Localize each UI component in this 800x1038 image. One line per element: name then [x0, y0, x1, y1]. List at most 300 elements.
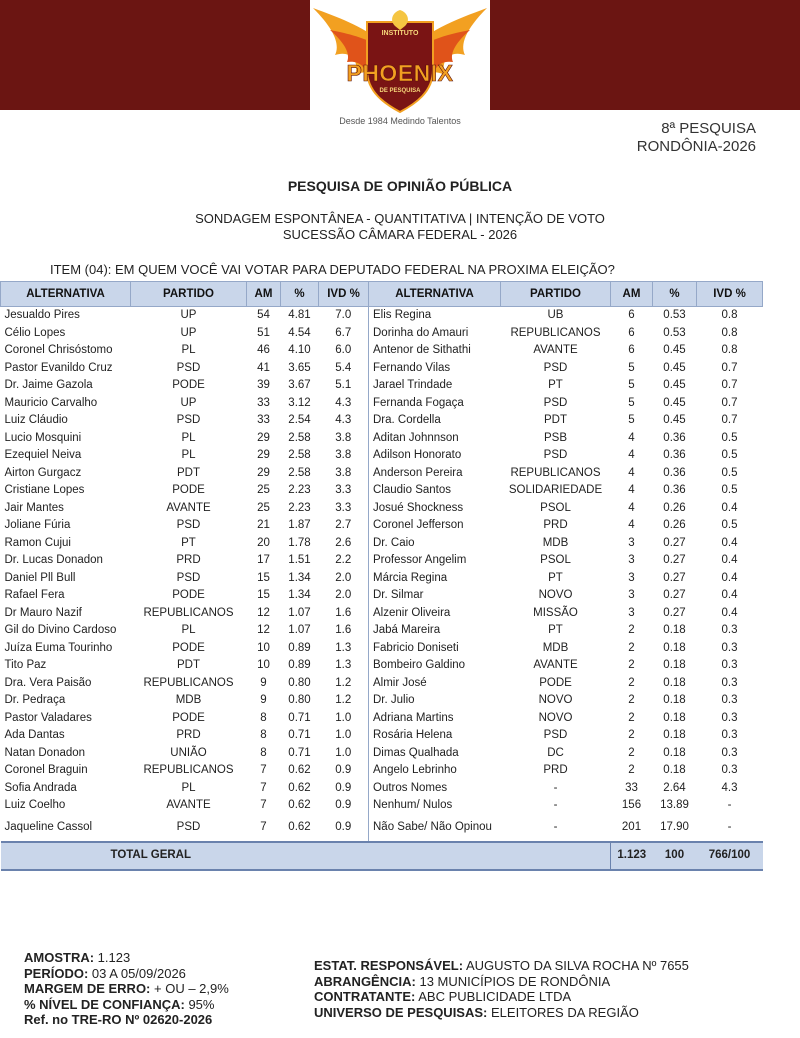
cell-alternativa: Ezequiel Neiva [4, 449, 82, 462]
cell-partido: AVANTE [166, 799, 211, 812]
cell-ivd: 0.9 [335, 781, 352, 794]
cell-ivd: 0.9 [335, 799, 352, 812]
cell-am: 8 [260, 711, 267, 724]
cell-ivd-2: 0.4 [721, 536, 738, 549]
table-row [1, 552, 763, 570]
cell-alternativa: Dr. Jaime Gazola [4, 379, 93, 392]
cell-ivd: 7.0 [335, 309, 352, 322]
cell-partido: PRD [176, 554, 201, 567]
cell-partido-2: - [553, 799, 558, 812]
cell-am: 39 [257, 379, 270, 392]
brand-bottom-text: DE PESQUISA [379, 88, 421, 94]
footer-margin: MARGEM DE ERRO: + OU – 2,9% [24, 981, 229, 996]
cell-am: 25 [257, 501, 270, 514]
total-am: 1.123 [611, 842, 653, 870]
table-row [1, 570, 763, 588]
table-row [1, 325, 763, 343]
cell-am-2: 2 [628, 694, 635, 707]
cell-pct-2: 17.90 [660, 821, 689, 833]
cell-am-2: 2 [628, 624, 635, 637]
cell-ivd-2: 0.7 [721, 361, 738, 374]
cell-pct-2: 0.45 [663, 396, 686, 409]
cell-ivd: 3.8 [335, 449, 352, 462]
table-row [1, 622, 763, 640]
cell-partido: PT [181, 536, 196, 549]
cell-alternativa-2: Angelo Lebrinho [369, 762, 501, 780]
page-subtitle [0, 211, 800, 243]
table-row [1, 657, 763, 675]
cell-partido: PODE [172, 484, 205, 497]
cell-ivd: 1.0 [335, 729, 352, 742]
table-row [1, 500, 763, 518]
cell-pct-2: 2.64 [663, 781, 686, 794]
cell-pct: 0.80 [288, 694, 311, 707]
cell-partido: PODE [172, 711, 205, 724]
cell-am-2: 4 [628, 519, 635, 532]
cell-alternativa-2: Não Sabe/ Não Opinou [369, 815, 501, 842]
cell-ivd-2: 0.8 [721, 309, 738, 322]
cell-am: 7 [260, 781, 267, 794]
cell-am-2: 3 [628, 571, 635, 584]
cell-alternativa-2: Fernando Vilas [369, 360, 501, 378]
cell-pct: 2.23 [288, 484, 311, 497]
cell-partido-2: MDB [542, 641, 569, 654]
cell-alternativa: Jesualdo Pires [4, 309, 80, 322]
cell-pct: 0.62 [288, 821, 311, 833]
cell-partido-2: NOVO [538, 589, 573, 602]
total-ivd: 766/100 [697, 842, 763, 870]
cell-pct: 1.51 [288, 554, 311, 567]
cell-am: 17 [257, 554, 270, 567]
cell-am: 7 [260, 764, 267, 777]
cell-alternativa-2: Fabricio Doniseti [369, 640, 501, 658]
cell-am-2: 33 [625, 781, 638, 794]
cell-am-2: 2 [628, 711, 635, 724]
cell-alternativa-2: Coronel Jefferson [369, 517, 501, 535]
cell-ivd: 1.6 [335, 606, 352, 619]
cell-ivd-2: 0.3 [721, 676, 738, 689]
cell-am: 51 [257, 326, 270, 339]
cell-partido: PSD [176, 361, 201, 374]
cell-alternativa: Daniel Pll Bull [4, 571, 76, 584]
cell-pct: 4.10 [288, 344, 311, 357]
cell-pct-2: 0.53 [663, 309, 686, 322]
survey-region: RONDÔNIA-2026 [636, 138, 756, 155]
cell-alternativa: Ada Dantas [4, 729, 65, 742]
table-row [1, 640, 763, 658]
cell-ivd-2: 0.8 [721, 326, 738, 339]
cell-alternativa: Jaqueline Cassol [4, 821, 93, 833]
cell-am: 8 [260, 746, 267, 759]
footer-universe: UNIVERSO DE PESQUISAS: ELEITORES DA REGIÃO [314, 1004, 639, 1020]
col-header-ivd: IVD % [319, 282, 369, 307]
cell-pct-2: 0.45 [663, 414, 686, 427]
cell-pct-2: 0.45 [663, 379, 686, 392]
table-row [1, 307, 763, 325]
cell-am: 29 [257, 431, 270, 444]
footer-coverage: ABRANGÊNCIA: 13 MUNICÍPIOS DE RONDÔNIA [314, 973, 611, 989]
cell-ivd-2: 0.3 [721, 641, 738, 654]
table-row [1, 430, 763, 448]
cell-pct: 0.89 [288, 641, 311, 654]
cell-am-2: 4 [628, 484, 635, 497]
cell-ivd: 2.0 [335, 589, 352, 602]
cell-pct-2: 0.45 [663, 361, 686, 374]
cell-pct-2: 0.36 [663, 449, 686, 462]
cell-pct-2: 0.26 [663, 519, 686, 532]
cell-alternativa: Lucio Mosquini [4, 431, 82, 444]
cell-partido-2: PSB [543, 431, 567, 444]
cell-ivd: 0.9 [335, 764, 352, 777]
table-row [1, 342, 763, 360]
table-row [1, 482, 763, 500]
cell-am: 9 [260, 694, 267, 707]
table-row [1, 360, 763, 378]
cell-ivd: 5.1 [335, 379, 352, 392]
cell-ivd: 1.3 [335, 641, 352, 654]
cell-pct-2: 0.27 [663, 554, 686, 567]
cell-alternativa: Airton Gurgacz [4, 466, 82, 479]
cell-ivd-2: 0.3 [721, 764, 738, 777]
cell-pct-2: 0.18 [663, 641, 686, 654]
cell-am-2: 2 [628, 676, 635, 689]
cell-pct-2: 0.18 [663, 729, 686, 742]
cell-pct: 1.07 [288, 624, 311, 637]
cell-alternativa-2: Alzenir Oliveira [369, 605, 501, 623]
cell-am-2: 2 [628, 746, 635, 759]
cell-ivd: 4.3 [335, 414, 352, 427]
table-row [1, 377, 763, 395]
cell-am-2: 4 [628, 449, 635, 462]
cell-partido-2: AVANTE [533, 659, 578, 672]
cell-ivd: 4.3 [335, 396, 352, 409]
cell-am: 33 [257, 414, 270, 427]
cell-alternativa: Coronel Braguin [4, 764, 88, 777]
brand-name-text: PHOENIX [346, 60, 454, 86]
cell-am-2: 3 [628, 589, 635, 602]
table-header-row [1, 282, 763, 307]
cell-ivd-2: 0.8 [721, 344, 738, 357]
cell-am: 15 [257, 589, 270, 602]
table-row [1, 535, 763, 553]
cell-ivd: 2.7 [335, 519, 352, 532]
cell-alternativa: Gil do Divino Cardoso [4, 624, 117, 637]
table-row [1, 710, 763, 728]
cell-alternativa: Célio Lopes [4, 326, 66, 339]
table-row [1, 692, 763, 710]
col-header-alternativa-2: ALTERNATIVA [369, 282, 501, 307]
subtitle-line-2: SUCESSÃO CÂMARA FEDERAL - 2026 [282, 227, 518, 242]
cell-am: 8 [260, 729, 267, 742]
cell-am: 12 [257, 624, 270, 637]
cell-alternativa-2: Fernanda Fogaça [369, 395, 501, 413]
cell-am-2: 4 [628, 501, 635, 514]
table-row [1, 675, 763, 693]
cell-pct: 1.34 [288, 571, 311, 584]
cell-partido: REPUBLICANOS [143, 606, 234, 619]
table-row [1, 797, 763, 815]
cell-am-2: 156 [621, 799, 642, 812]
cell-partido: MDB [175, 694, 202, 707]
cell-partido-2: PSD [543, 361, 568, 374]
cell-partido-2: SOLIDARIEDADE [508, 484, 603, 497]
footer-period: PERÍODO: 03 A 05/09/2026 [24, 965, 186, 981]
cell-partido: PSD [176, 414, 201, 427]
cell-partido: PSD [176, 571, 201, 584]
survey-number-block [637, 120, 756, 156]
col-header-ivd-2: IVD % [697, 282, 763, 307]
cell-am: 12 [257, 606, 270, 619]
cell-pct: 2.23 [288, 501, 311, 514]
cell-am-2: 6 [628, 326, 635, 339]
cell-pct: 0.71 [288, 711, 311, 724]
cell-partido: UP [180, 309, 197, 322]
cell-pct-2: 0.26 [663, 501, 686, 514]
cell-am-2: 201 [621, 821, 642, 833]
cell-am: 15 [257, 571, 270, 584]
cell-partido-2: PT [548, 624, 563, 637]
cell-alternativa: Cristiane Lopes [4, 484, 85, 497]
cell-pct-2: 0.36 [663, 431, 686, 444]
cell-alternativa: Joliane Fúria [4, 519, 71, 532]
cell-ivd-2: 0.3 [721, 659, 738, 672]
cell-alternativa: Pastor Evanildo Cruz [4, 361, 113, 374]
cell-alternativa: Mauricio Carvalho [4, 396, 98, 409]
cell-alternativa: Luiz Coelho [4, 799, 66, 812]
cell-partido: PL [181, 624, 196, 637]
table-row [1, 780, 763, 798]
cell-ivd-2: 0.7 [721, 396, 738, 409]
cell-am-2: 3 [628, 554, 635, 567]
cell-pct-2: 0.18 [663, 624, 686, 637]
cell-partido: UNIÃO [170, 746, 207, 759]
cell-ivd: 6.0 [335, 344, 352, 357]
cell-alternativa-2: Rosária Helena [369, 727, 501, 745]
cell-alternativa-2: Aditan Johnnson [369, 430, 501, 448]
cell-am: 10 [257, 659, 270, 672]
cell-partido: PODE [172, 589, 205, 602]
cell-pct: 0.71 [288, 746, 311, 759]
cell-alternativa-2: Elis Regina [369, 307, 501, 325]
cell-partido-2: MISSÃO [533, 606, 578, 619]
col-header-am-2: AM [611, 282, 653, 307]
cell-partido-2: UB [547, 309, 564, 322]
results-table [0, 281, 763, 871]
cell-am: 46 [257, 344, 270, 357]
cell-alternativa-2: Josué Shockness [369, 500, 501, 518]
cell-partido: PL [181, 344, 196, 357]
cell-alternativa-2: Bombeiro Galdino [369, 657, 501, 675]
cell-pct: 0.62 [288, 799, 311, 812]
cell-partido-2: PT [548, 571, 563, 584]
cell-pct-2: 0.18 [663, 694, 686, 707]
table-row [1, 727, 763, 745]
cell-partido: REPUBLICANOS [143, 764, 234, 777]
cell-partido-2: PDT [544, 414, 567, 427]
cell-ivd-2: 0.5 [721, 466, 738, 479]
table-row [1, 447, 763, 465]
cell-pct: 3.65 [288, 361, 311, 374]
cell-alternativa: Pastor Valadares [4, 711, 92, 724]
cell-pct-2: 0.18 [663, 746, 686, 759]
cell-pct: 3.12 [288, 396, 311, 409]
phoenix-logo [305, 0, 495, 132]
cell-ivd: 1.0 [335, 746, 352, 759]
cell-am-2: 4 [628, 466, 635, 479]
table-row [1, 605, 763, 623]
cell-ivd-2: 0.4 [721, 589, 738, 602]
cell-pct-2: 0.27 [663, 606, 686, 619]
cell-alternativa: Coronel Chrisóstomo [4, 344, 113, 357]
cell-partido-2: DC [547, 746, 564, 759]
col-header-pct: % [281, 282, 319, 307]
cell-alternativa-2: Antenor de Sithathi [369, 342, 501, 360]
cell-pct-2: 0.18 [663, 676, 686, 689]
total-spacer [369, 842, 611, 870]
footer-methodology-right [314, 958, 689, 1020]
cell-partido: PSD [176, 519, 201, 532]
cell-alternativa-2: Adilson Honorato [369, 447, 501, 465]
cell-pct: 3.67 [288, 379, 311, 392]
cell-alternativa-2: Claudio Santos [369, 482, 501, 500]
total-row [1, 842, 763, 870]
cell-pct-2: 0.53 [663, 326, 686, 339]
cell-pct-2: 0.18 [663, 764, 686, 777]
table-row [1, 745, 763, 763]
cell-partido-2: PT [548, 379, 563, 392]
cell-ivd-2: 0.3 [721, 729, 738, 742]
cell-ivd-2: 0.4 [721, 606, 738, 619]
cell-pct: 0.62 [288, 764, 311, 777]
cell-am: 54 [257, 309, 270, 322]
cell-alternativa-2: Dorinha do Amauri [369, 325, 501, 343]
cell-am: 10 [257, 641, 270, 654]
cell-partido-2: - [553, 781, 558, 794]
cell-alternativa-2: Dr. Julio [369, 692, 501, 710]
cell-ivd-2: 0.3 [721, 711, 738, 724]
cell-partido-2: PSD [543, 729, 568, 742]
cell-ivd-2: - [727, 799, 732, 812]
cell-ivd: 1.0 [335, 711, 352, 724]
cell-partido: PL [181, 431, 196, 444]
cell-ivd-2: 0.7 [721, 414, 738, 427]
table-row [1, 517, 763, 535]
cell-ivd: 1.2 [335, 694, 352, 707]
cell-ivd: 3.3 [335, 484, 352, 497]
cell-alternativa: Natan Donadon [4, 746, 86, 759]
cell-alternativa-2: Outros Nomes [369, 780, 501, 798]
col-header-pct-2: % [653, 282, 697, 307]
cell-am-2: 4 [628, 431, 635, 444]
cell-alternativa-2: Almir José [369, 675, 501, 693]
cell-pct: 2.58 [288, 466, 311, 479]
cell-pct: 1.87 [288, 519, 311, 532]
cell-ivd-2: 0.3 [721, 624, 738, 637]
cell-partido: PRD [176, 729, 201, 742]
cell-partido: UP [180, 396, 197, 409]
cell-alternativa-2: Nenhum/ Nulos [369, 797, 501, 815]
cell-ivd: 3.8 [335, 431, 352, 444]
cell-alternativa-2: Jarael Trindade [369, 377, 501, 395]
cell-ivd-2: 0.5 [721, 449, 738, 462]
cell-partido: PDT [177, 466, 200, 479]
cell-am-2: 6 [628, 309, 635, 322]
table-row [1, 465, 763, 483]
cell-alternativa: Sofia Andrada [4, 781, 77, 794]
cell-ivd-2: - [727, 821, 732, 833]
footer-contractor: CONTRATANTE: ABC PUBLICIDADE LTDA [314, 989, 572, 1004]
cell-alternativa-2: Jabá Mareira [369, 622, 501, 640]
cell-am: 7 [260, 821, 267, 833]
cell-pct-2: 0.27 [663, 571, 686, 584]
cell-partido-2: PSD [543, 449, 568, 462]
cell-pct: 2.54 [288, 414, 311, 427]
cell-partido: UP [180, 326, 197, 339]
total-pct: 100 [653, 842, 697, 870]
cell-am: 7 [260, 799, 267, 812]
cell-ivd: 1.3 [335, 659, 352, 672]
cell-pct-2: 0.36 [663, 484, 686, 497]
page-title: PESQUISA DE OPINIÃO PÚBLICA [287, 178, 513, 194]
cell-ivd: 3.3 [335, 501, 352, 514]
cell-ivd: 2.6 [335, 536, 352, 549]
cell-am-2: 5 [628, 361, 635, 374]
cell-partido: REPUBLICANOS [143, 676, 234, 689]
cell-pct-2: 0.36 [663, 466, 686, 479]
cell-pct: 2.58 [288, 431, 311, 444]
cell-alternativa-2: Adriana Martins [369, 710, 501, 728]
cell-am-2: 3 [628, 606, 635, 619]
cell-ivd-2: 0.4 [721, 571, 738, 584]
cell-ivd-2: 0.7 [721, 379, 738, 392]
cell-alternativa-2: Anderson Pereira [369, 465, 501, 483]
cell-pct-2: 0.18 [663, 711, 686, 724]
cell-ivd-2: 0.5 [721, 519, 738, 532]
cell-partido-2: PRD [543, 764, 568, 777]
cell-pct: 0.80 [288, 676, 311, 689]
cell-am: 25 [257, 484, 270, 497]
cell-pct: 1.78 [288, 536, 311, 549]
cell-pct: 4.81 [288, 309, 311, 322]
footer-confidence: % NÍVEL DE CONFIANÇA: 95% [24, 996, 215, 1012]
cell-am: 20 [257, 536, 270, 549]
cell-partido-2: PODE [539, 676, 572, 689]
col-header-partido: PARTIDO [131, 282, 247, 307]
cell-alternativa-2: Dr. Caio [369, 535, 501, 553]
cell-alternativa-2: Márcia Regina [369, 570, 501, 588]
cell-am-2: 2 [628, 729, 635, 742]
cell-alternativa-2: Dimas Qualhada [369, 745, 501, 763]
cell-alternativa: Tito Paz [4, 659, 47, 672]
cell-ivd: 1.2 [335, 676, 352, 689]
cell-pct: 1.07 [288, 606, 311, 619]
cell-ivd-2: 0.5 [721, 431, 738, 444]
cell-ivd: 3.8 [335, 466, 352, 479]
cell-ivd-2: 0.4 [721, 554, 738, 567]
table-row [1, 412, 763, 430]
footer-sample: AMOSTRA: 1.123 [24, 950, 131, 965]
cell-partido-2: NOVO [538, 694, 573, 707]
col-header-am: AM [247, 282, 281, 307]
table-row [1, 587, 763, 605]
table-row [1, 762, 763, 780]
cell-partido-2: PSD [543, 396, 568, 409]
cell-alternativa: Dra. Vera Paisão [4, 676, 92, 689]
question-item: ITEM (04): EM QUEM VOCÊ VAI VOTAR PARA DEPUTADO FEDERAL NA PROXIMA ELEIÇÃO? [50, 262, 615, 277]
cell-partido: PODE [172, 379, 205, 392]
table-row [1, 815, 763, 842]
footer-statistician: ESTAT. RESPONSÁVEL: AUGUSTO DA SILVA ROCHA Nº 7655 [314, 958, 689, 973]
